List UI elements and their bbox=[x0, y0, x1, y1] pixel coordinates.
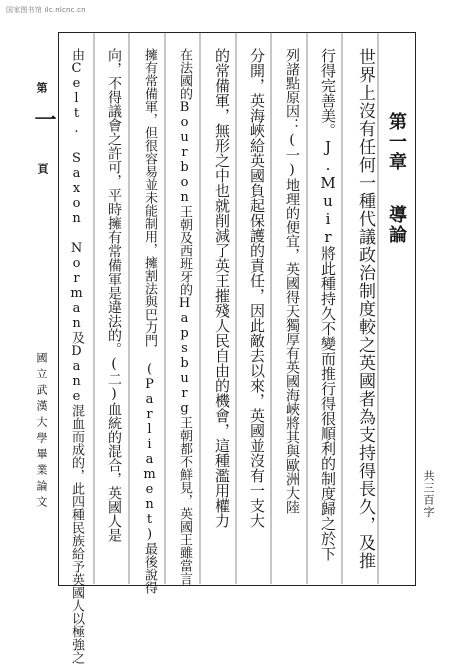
page-label: 第 bbox=[35, 82, 48, 93]
page-unit: 頁 bbox=[36, 163, 49, 174]
manuscript-column-6: 在法國的Bourbon王朝及西班牙的Hapsburg王朝都不鮮見，英國王雖當言 bbox=[177, 48, 192, 585]
manuscript-column-3: 列諸點原因：(一)地理的便宜，英國得天獨厚有英國海峽將其與歐洲大陸 bbox=[284, 48, 300, 514]
manuscript-column-5: 的常備軍，無形之中也就削減了英王摧殘人民自由的機會，這種濫用權力 bbox=[213, 48, 231, 528]
manuscript-column-1: 世界上沒有任何一種代議政治制度較之英國者為支持得長久，及推 bbox=[355, 48, 375, 570]
manuscript-column-4: 分開，英海峽給英國負起保護的責任，因此敵去以來，英國並沒有一支大 bbox=[248, 48, 266, 528]
watermark: 国家图书馆 ilc.nlcnc.cn bbox=[6, 6, 86, 14]
manuscript-column-2: 行得完善美。J.Muir將此種持久不變而推行得很順利的制度歸之於下 bbox=[319, 48, 337, 561]
manuscript-column-9: 由Celt. Saxon Norman及Dane混血而成的，此四種民族給予英國人以極強之 bbox=[69, 48, 84, 664]
chapter-heading: 第一章 bbox=[386, 112, 407, 172]
total-pages-label: 共三百字 bbox=[422, 470, 435, 518]
section-heading: 導論 bbox=[386, 205, 407, 245]
page-number: 一 bbox=[31, 108, 57, 130]
institution-label: 國立武漢大學畢業論文 bbox=[35, 352, 48, 512]
manuscript-column-7: 擁有常備軍，但很容易並未能制用，擁割法與巴力門 (Parliament)最後說得 bbox=[142, 48, 157, 594]
manuscript-column-8: 向，不得議會之許可，平時擁有常備軍是違法的。(二)血統的混合，英國人是 bbox=[106, 48, 122, 542]
